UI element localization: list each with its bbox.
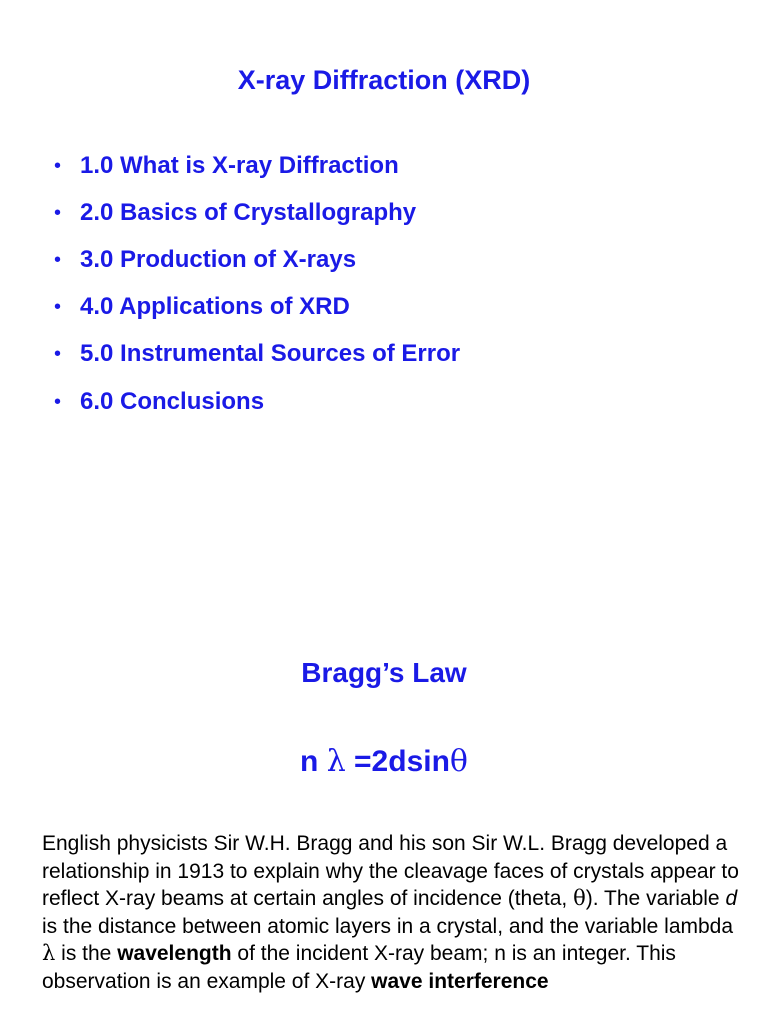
toc-item <box>54 284 460 331</box>
toc-item-label: 6.0 Conclusions <box>80 387 265 415</box>
toc-item-label: 2.0 Basics of Crystallography <box>80 198 417 226</box>
lambda-symbol: λ <box>326 744 346 779</box>
description-text: of the incident X-ray beam; n is an integer. This observation is an example of X-ray <box>42 942 676 993</box>
bragg-description <box>42 830 742 995</box>
bullet-icon: • <box>54 248 62 271</box>
wavelength-term: wavelength <box>117 942 232 965</box>
toc-item <box>54 378 460 425</box>
toc-item <box>54 142 460 189</box>
lambda-symbol: λ <box>42 941 56 965</box>
bragg-law-heading: Bragg’s Law <box>301 657 467 688</box>
wave-interference-term: wave interference <box>371 969 549 993</box>
variable-d: d <box>725 887 738 910</box>
bullet-icon: • <box>54 201 62 224</box>
toc-item-label: 5.0 Instrumental Sources of Error <box>80 340 461 368</box>
formula-n: n <box>300 745 327 778</box>
bullet-icon: • <box>54 154 62 177</box>
theta-symbol: θ <box>449 744 468 779</box>
description-text: is the distance between atomic layers in a crystal, and the variable lambda <box>42 914 734 938</box>
table-of-contents <box>54 142 460 425</box>
toc-item-label: 1.0 What is X-ray Diffraction <box>80 151 399 179</box>
toc-item <box>54 331 460 378</box>
toc-item-label: 4.0 Applications of XRD <box>80 293 350 321</box>
toc-item <box>54 236 460 283</box>
bullet-icon: • <box>54 343 62 366</box>
formula-middle: =2dsin <box>345 745 450 778</box>
bullet-icon: • <box>54 296 62 319</box>
toc-item-label: 3.0 Production of X-rays <box>80 245 357 273</box>
slide-title: X-ray Diffraction (XRD) <box>237 65 531 95</box>
description-text: ). The variable <box>585 887 726 910</box>
description-text: is the <box>55 942 118 965</box>
description-text: English physicists Sir W.H. Bragg and his son Sir W.L. Bragg developed a relationship in 1913 to explain why the cleavage faces of crystals appear to reflect X-ray beams at certain angles of incidence (theta, <box>42 832 739 910</box>
theta-symbol: θ <box>573 886 586 910</box>
toc-item <box>54 189 460 236</box>
bragg-formula <box>0 742 768 782</box>
bullet-icon: • <box>54 390 62 413</box>
